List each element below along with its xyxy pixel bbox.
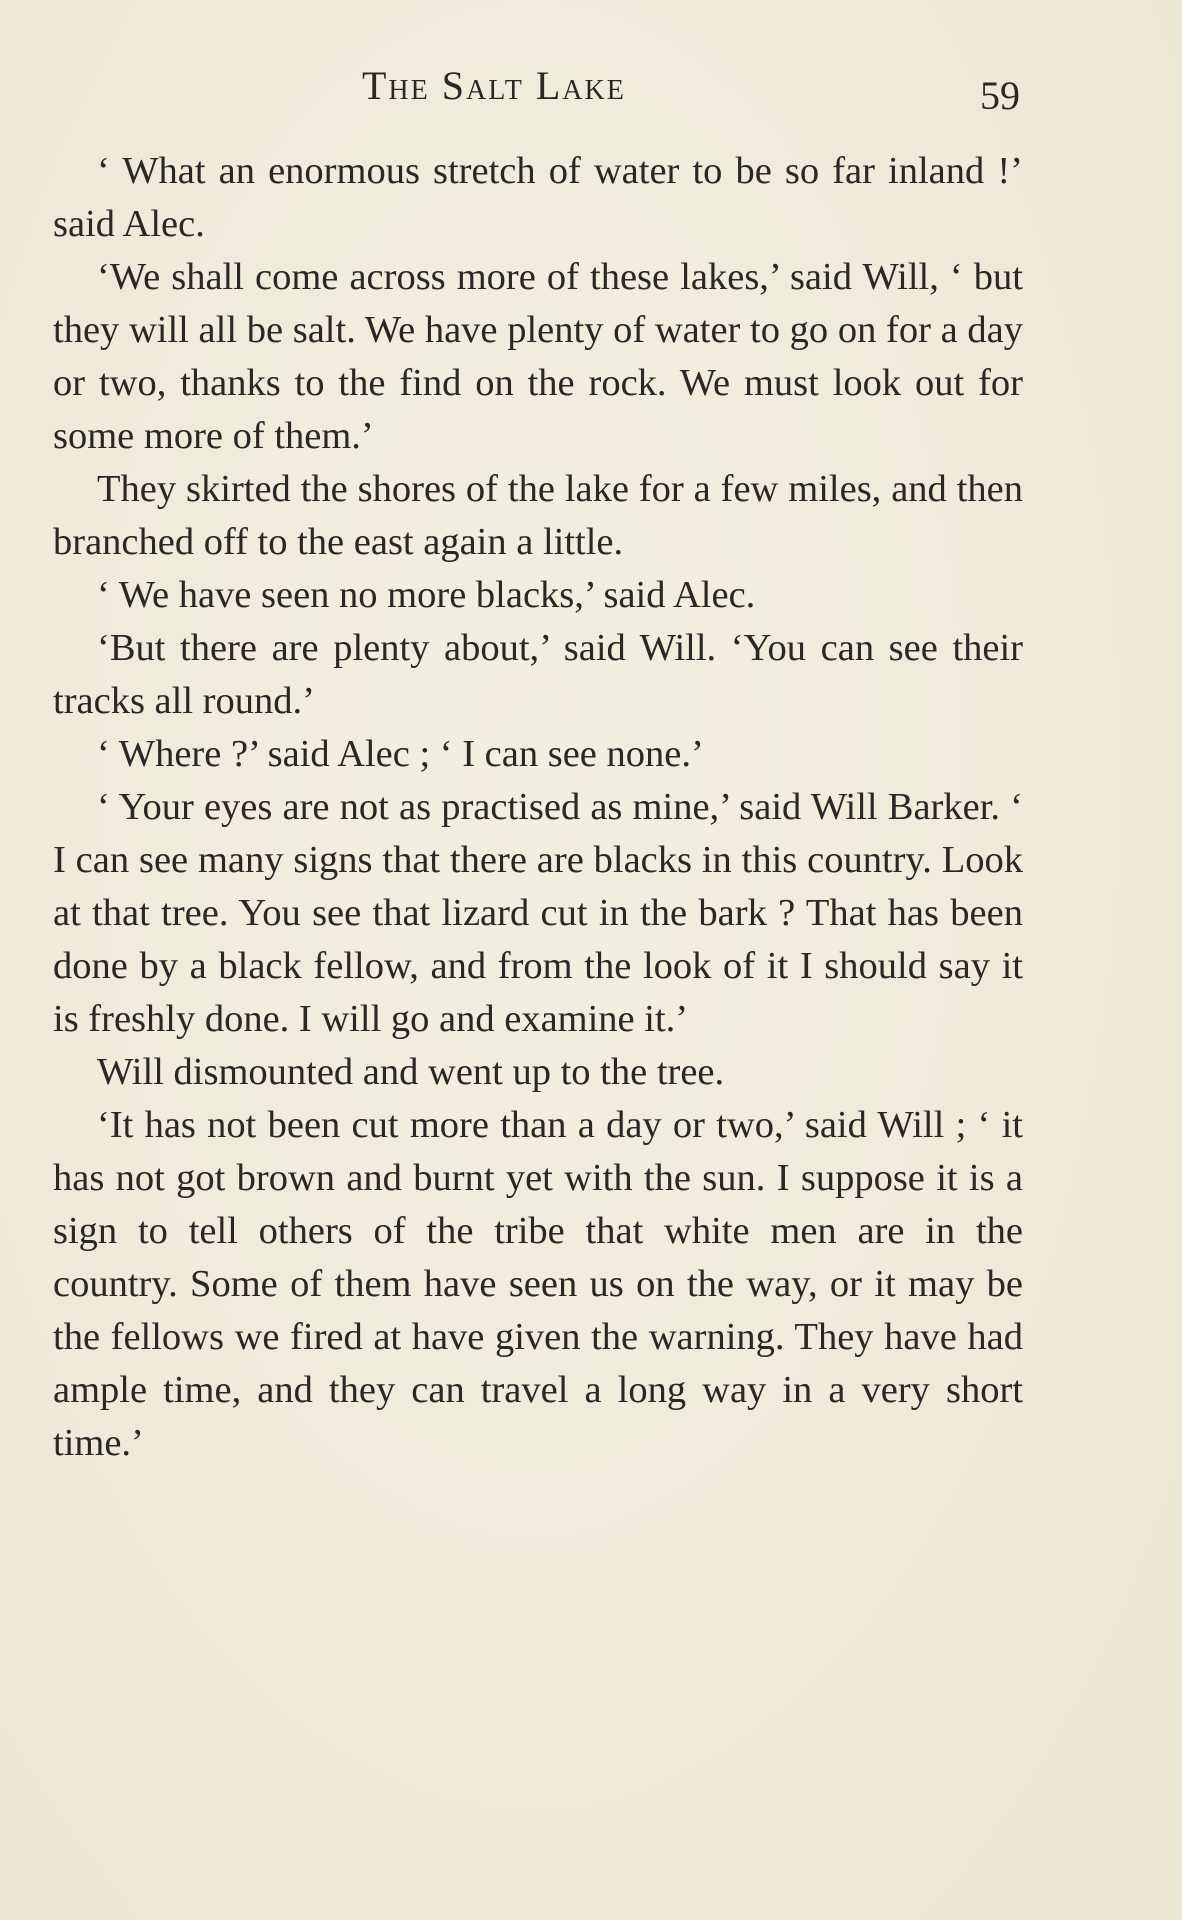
paragraph: ‘We shall come across more of these lakes,’ said Will, ‘ but they will all be salt. We have plenty of water to go on for a day or two, thanks to the find on the rock. We must look out for some more of them.’ <box>53 256 1023 457</box>
paragraph: ‘ What an enormous stretch of water to be so far inland !’ said Alec. <box>53 150 1023 245</box>
paragraph: They skirted the shores of the lake for a few miles, and then branched off to the east again a little. <box>53 468 1023 563</box>
running-head <box>0 62 1182 122</box>
paragraph: ‘But there are plenty about,’ said Will. ‘You can see their tracks all round.’ <box>53 627 1023 722</box>
paragraph: ‘It has not been cut more than a day or two,’ said Will ; ‘ it has not got brown and burnt yet with the sun. I suppose it is a sign to tell others of the tribe that white men are in the country. Some of them have seen us on the way, or it may be the fellows we fired at have given the warning. They have had ample time, and they can travel a long way in a very short time.’ <box>53 1104 1023 1464</box>
paragraph: Will dismounted and went up to the tree. <box>97 1051 725 1093</box>
paragraph: ‘ Where ?’ said Alec ; ‘ I can see none.’ <box>97 733 704 775</box>
paragraph: ‘ We have seen no more blacks,’ said Alec. <box>97 574 756 616</box>
body-text <box>53 145 1023 1470</box>
paragraph: ‘ Your eyes are not as practised as mine,’ said Will Barker. ‘ I can see many signs that there are blacks in this country. Look at that tree. You see that lizard cut in the bark ? That has been done by a black fellow, and from the look of it I should say it is freshly done. I will go and examine it.’ <box>53 786 1023 1040</box>
page-number: 59 <box>980 73 1020 118</box>
running-title: The Salt Lake <box>362 63 626 108</box>
